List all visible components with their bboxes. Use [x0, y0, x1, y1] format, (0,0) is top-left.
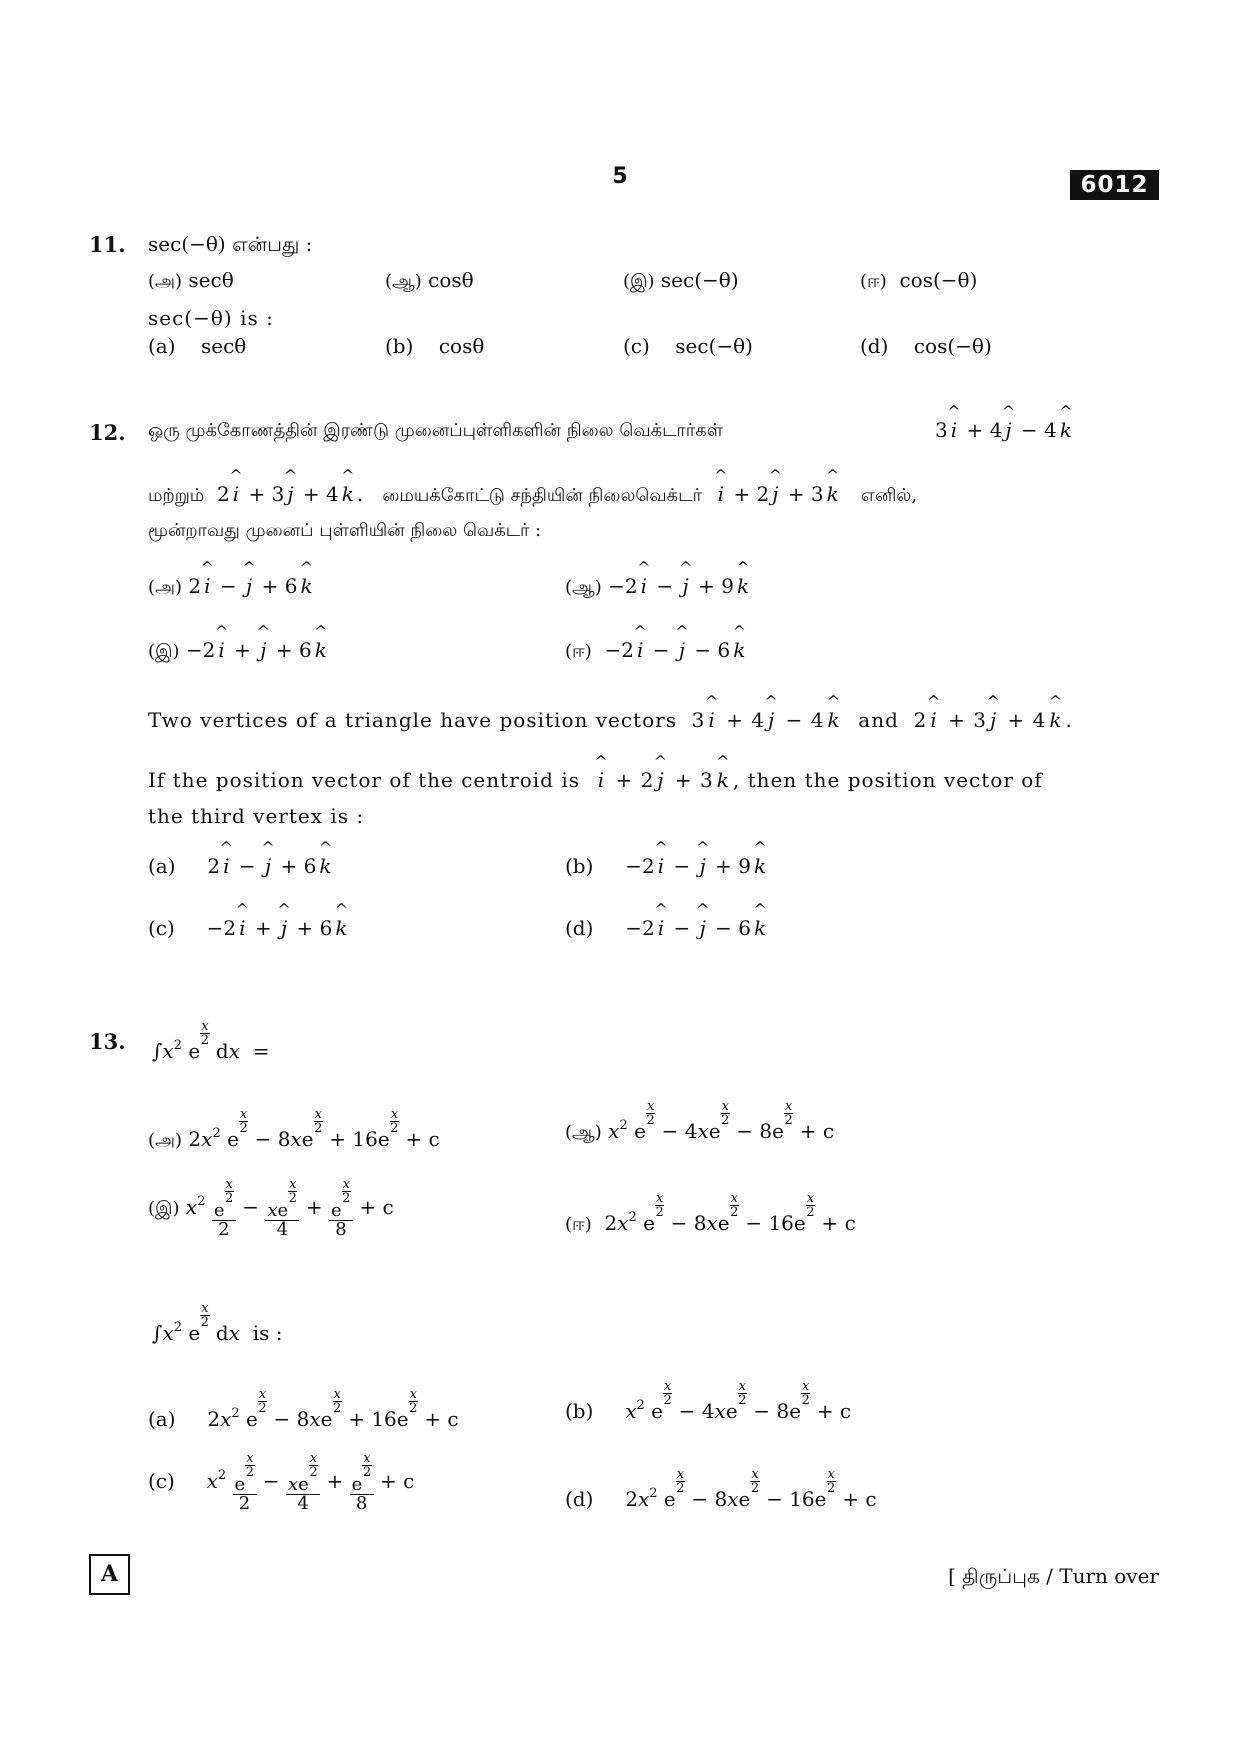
- q12-tamil-option-c: (இ) −2^ i + ^ j + 6^ k: [148, 640, 330, 661]
- q12-tamil-option-d: (ஈ) −2^ i − ^ j − 6^ k: [565, 640, 748, 661]
- q12-number: 12.: [89, 420, 126, 445]
- q13-tamil-option-b: (ஆ) $x^2$ e $\frac{x}{2}$ − 4xe $\frac{x}{2}$ − 8e $\frac{x}{2}$ + c: [565, 1099, 835, 1143]
- q13-english-stem: $\int x^2$ e $\frac{x}{2}$ dx is :: [152, 1301, 283, 1345]
- q12-english-line1: Two vertices of a triangle have position vectors 3^ i + 4^ j − 4^ k and 2^ i + 3^ j + 4^ k .: [148, 710, 1073, 730]
- q11-english-option-d: (d) cos(−θ): [860, 334, 992, 358]
- q12-english-option-a: (a) 2^ i − ^ j + 6^ k: [148, 856, 334, 876]
- q12-tamil-option-a: (அ) 2^ i − ^ j + 6^ k: [148, 576, 316, 597]
- q11-tamil-option-b: (ஆ) cosθ: [385, 268, 474, 292]
- q12-english-option-d: (d) −2^ i − ^ j − 6^ k: [565, 918, 769, 938]
- q11-english-option-a: (a) secθ: [148, 334, 247, 358]
- q11-english-option-c: (c) sec(−θ): [623, 334, 753, 358]
- q12-english-option-b: (b) −2^ i − ^ j + 9^ k: [565, 856, 769, 876]
- q13-integral-tamil: $\int x^2$ e $\frac{x}{2}$ dx =: [152, 1019, 270, 1063]
- q12-tamil-line2: மற்றும் 2^ i + 3^ j + 4^ k . மையக்கோட்டு சந்தியின் நிலைவெக்டர் ^ i + 2^ j + 3^ k எனில்,: [148, 484, 917, 505]
- q11-tamil-option-a: (அ) secθ: [148, 268, 234, 292]
- q11-english-option-b: (b) cosθ: [385, 334, 485, 358]
- q12-tamil-option-b: (ஆ) −2^ i − ^ j + 9^ k: [565, 576, 752, 597]
- q12-tamil-line1: ஒரு முக்கோணத்தின் இரண்டு முனைப்புள்ளிகளின் நிலை வெக்டார்கள்: [148, 420, 723, 441]
- q13-tamil-option-c: (இ) $x^2$ e $\frac{x}{2}$ 2 − xe $\frac{x}{2}$ 4 + e $\frac{x}{2}$ 8 + c: [148, 1177, 394, 1240]
- q11-tamil-option-d: (ஈ) cos(−θ): [860, 268, 978, 292]
- q13-english-option-d: (d) $2x^2$ e $\frac{x}{2}$ − 8xe $\frac{x}{2}$ − 16e $\frac{x}{2}$ + c: [565, 1467, 877, 1511]
- section-mark-box: A: [89, 1554, 130, 1595]
- q13-english-option-a: (a) $2x^2$ e $\frac{x}{2}$ − 8xe $\frac{x}{2}$ + 16e $\frac{x}{2}$ + c: [148, 1387, 459, 1431]
- q13-number: 13.: [89, 1029, 126, 1054]
- q12-vector-a-tamil: 3^ i + 4^ j − 4^ k: [935, 420, 1075, 440]
- q12-tamil-line3: மூன்றாவது முனைப் புள்ளியின் நிலை வெக்டர் :: [148, 520, 542, 541]
- q13-tamil-option-d: (ஈ) $2x^2$ e $\frac{x}{2}$ − 8xe $\frac{x}{2}$ − 16e $\frac{x}{2}$ + c: [565, 1191, 856, 1235]
- paper-code-badge: 6012: [1070, 170, 1159, 200]
- turn-over-note: [ திருப்புக / Turn over: [948, 1564, 1159, 1588]
- q11-tamil-option-c: (இ) sec(−θ): [623, 268, 739, 292]
- q11-tamil-stem: sec(−θ) என்பது :: [148, 232, 313, 256]
- q13-english-option-c: (c) $x^2$ e $\frac{x}{2}$ 2 − xe $\frac{x}{2}$ 4 + e $\frac{x}{2}$ 8 + c: [148, 1451, 415, 1514]
- q12-english-line3: the third vertex is :: [148, 804, 365, 828]
- page-number: 5: [612, 164, 628, 189]
- q13-english-option-b: (b) $x^2$ e $\frac{x}{2}$ − 4xe $\frac{x}{2}$ − 8e $\frac{x}{2}$ + c: [565, 1379, 852, 1423]
- q13-tamil-option-a: (அ) $2x^2$ e $\frac{x}{2}$ − 8xe $\frac{x}{2}$ + 16e $\frac{x}{2}$ + c: [148, 1107, 440, 1151]
- q11-english-stem: sec(−θ) is :: [148, 306, 274, 330]
- q12-english-option-c: (c) −2^ i + ^ j + 6^ k: [148, 918, 351, 938]
- q12-english-line2: If the position vector of the centroid is ^ i + 2^ j + 3^ k , then the position vector of: [148, 770, 1043, 790]
- q11-number: 11.: [89, 232, 126, 257]
